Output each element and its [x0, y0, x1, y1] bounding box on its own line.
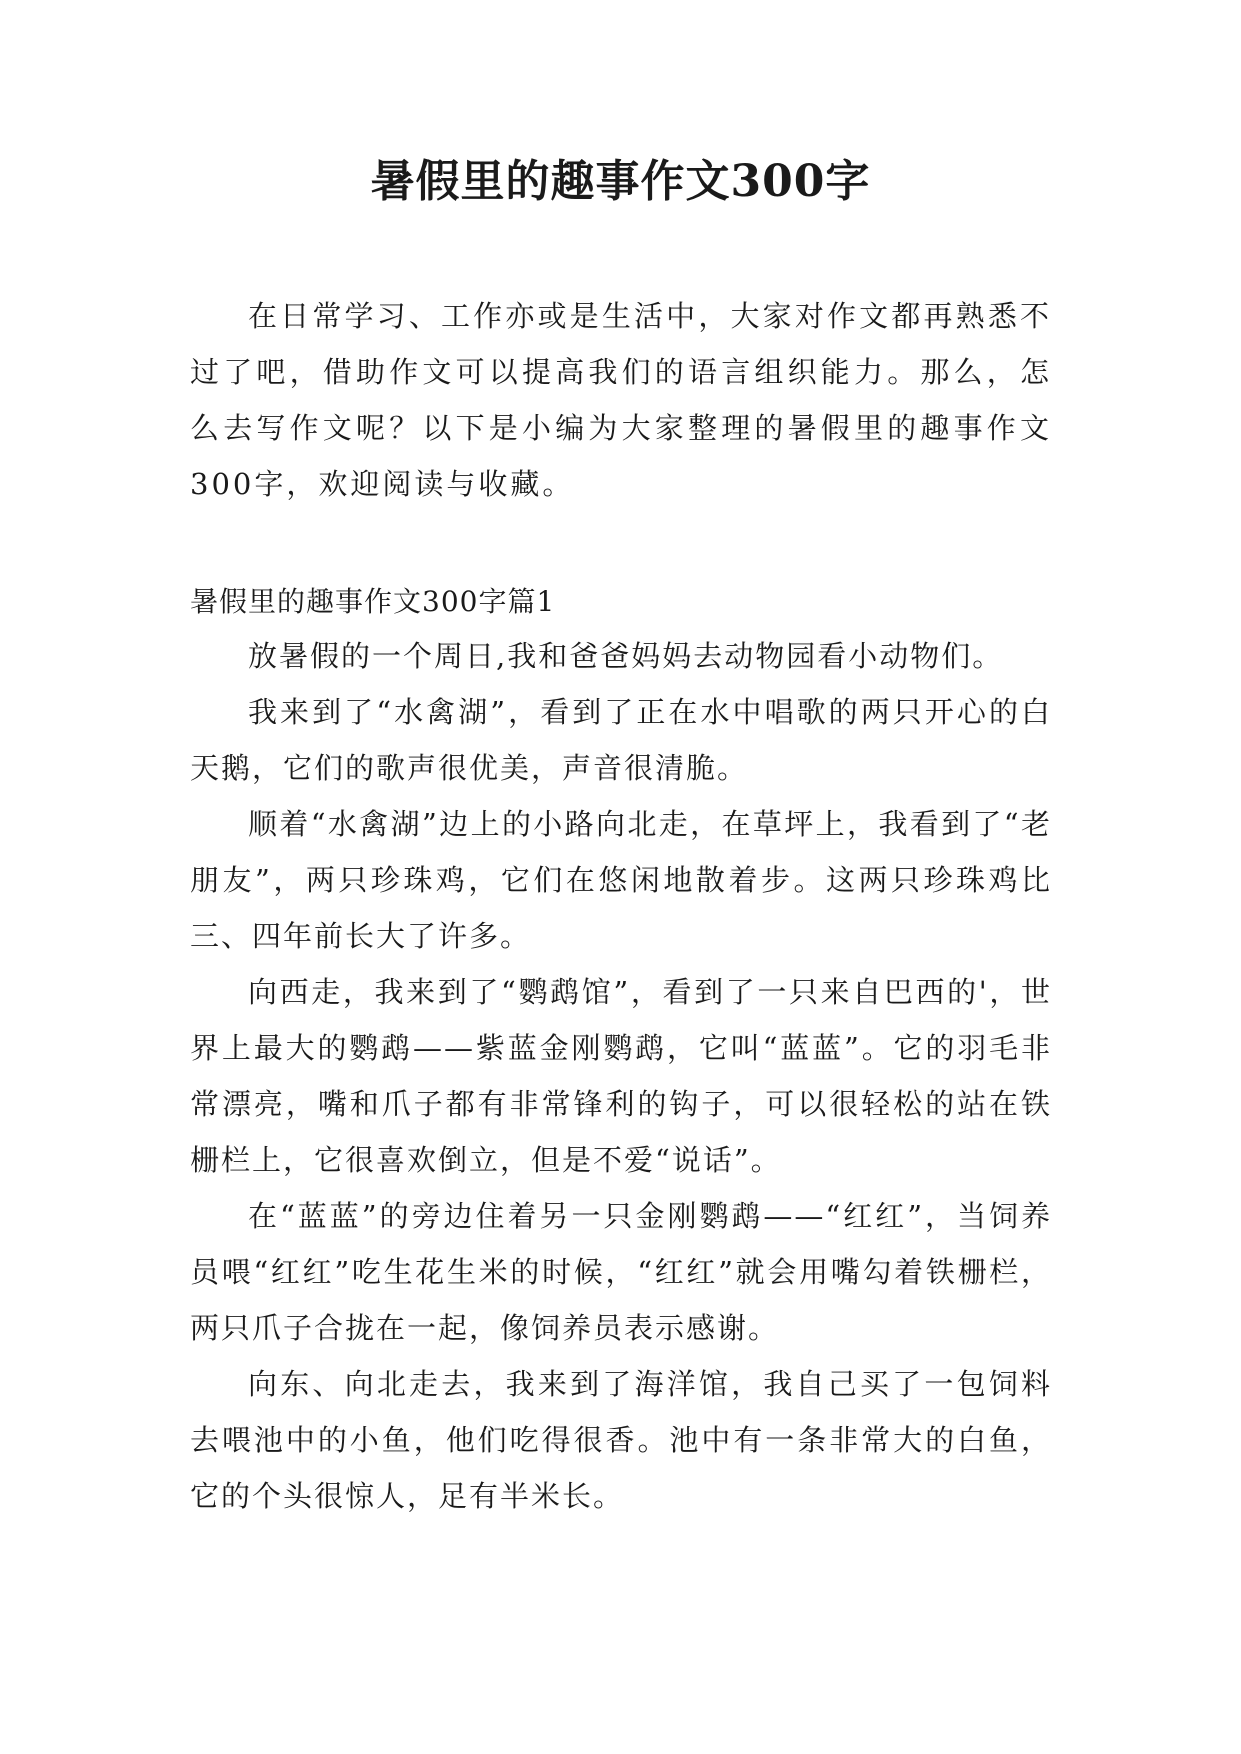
body-paragraph-4: 向西走，我来到了“鹦鹉馆”，看到了一只来自巴西的'，世界上最大的鹦鹉——紫蓝金刚鹦鹉，它叫“蓝蓝”。它的羽毛非常漂亮，嘴和爪子都有非常锋利的钩子，可以很轻松的站在铁栅栏上，它很喜欢倒立，但是不爱“说话”。 — [190, 975, 1052, 1177]
body-paragraph-3: 顺着“水禽湖”边上的小路向北走，在草坪上，我看到了“老朋友”，两只珍珠鸡，它们在悠闲地散着步。这两只珍珠鸡比三、四年前长大了许多。 — [190, 807, 1052, 953]
body-paragraph-5: 在“蓝蓝”的旁边住着另一只金刚鹦鹉——“红红”，当饲养员喂“红红”吃生花生米的时候，“红红”就会用嘴勾着铁栅栏，两只爪子合拢在一起，像饲养员表示感谢。 — [190, 1199, 1052, 1345]
section-heading: 暑假里的趣事作文300字篇1 — [190, 585, 556, 618]
body-paragraph-1: 放暑假的一个周日,我和爸爸妈妈去动物园看小动物们。 — [248, 639, 1004, 673]
document-title: 暑假里的趣事作文300字 — [370, 156, 871, 207]
body-paragraph-2: 我来到了“水禽湖”，看到了正在水中唱歌的两只开心的白天鹅，它们的歌声很优美，声音很清脆。 — [190, 695, 1052, 785]
intro-paragraph: 在日常学习、工作亦或是生活中，大家对作文都再熟悉不过了吧，借助作文可以提高我们的语言组织能力。那么，怎么去写作文呢？以下是小编为大家整理的暑假里的趣事作文300字，欢迎阅读与收藏。 — [190, 299, 1052, 501]
body-paragraph-6: 向东、向北走去，我来到了海洋馆，我自己买了一包饲料去喂池中的小鱼，他们吃得很香。池中有一条非常大的白鱼，它的个头很惊人，足有半米长。 — [190, 1367, 1052, 1513]
document-body — [190, 288, 1052, 1524]
